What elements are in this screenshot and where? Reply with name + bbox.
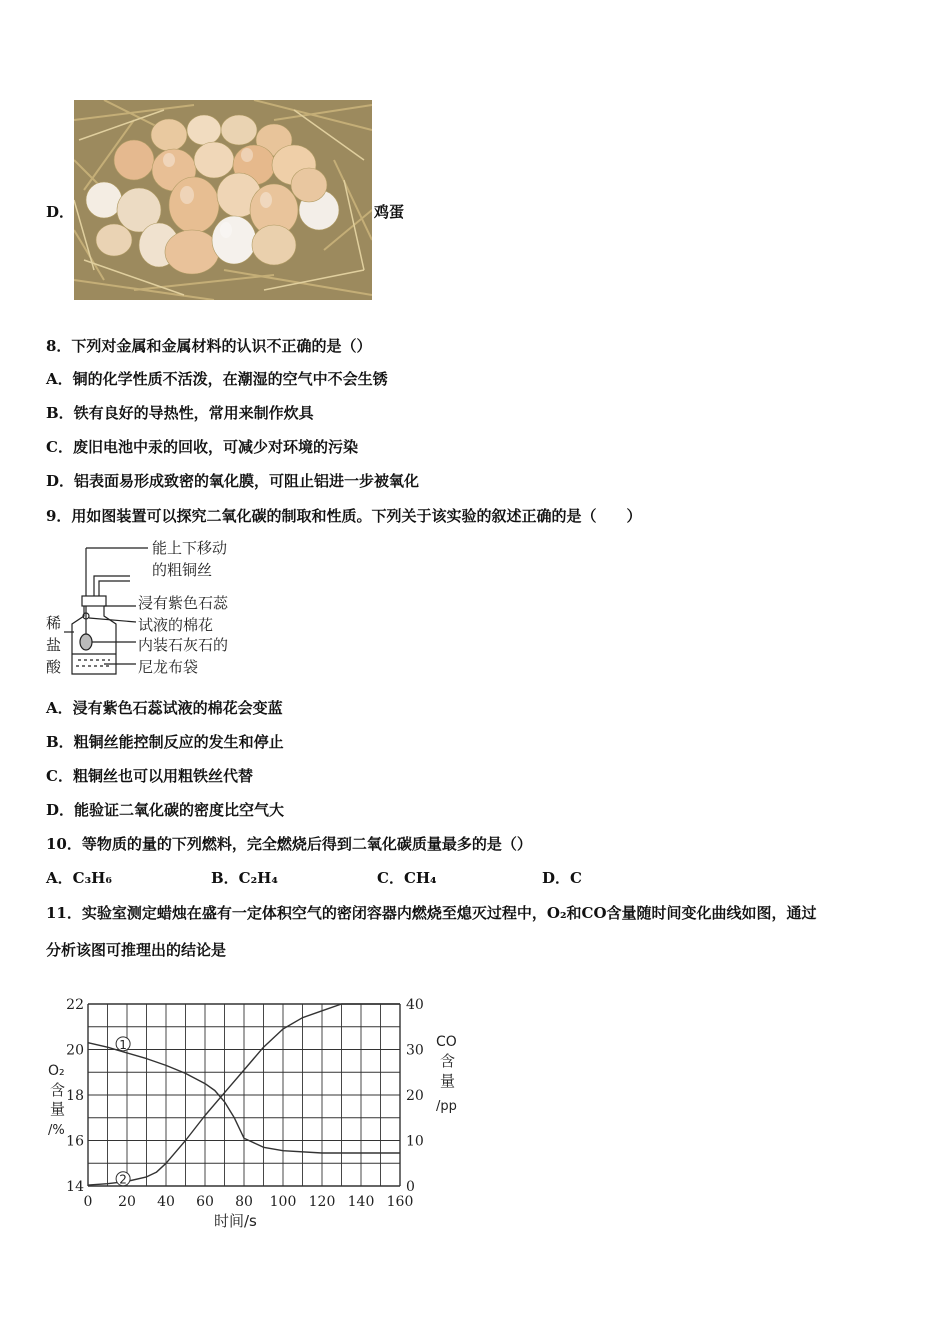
eggs-in-nest-image <box>74 100 372 300</box>
x-tick-label: 100 <box>269 1194 297 1210</box>
x-tick-label: 20 <box>118 1194 136 1210</box>
q8-option-d: D．铝表面易形成致密的氧化膜，可阻止铝进一步被氧化 <box>46 472 420 490</box>
label-acid-3: 酸 <box>46 658 62 676</box>
chart-grid <box>88 1004 400 1186</box>
series-label-1: 1 <box>119 1037 127 1052</box>
y-right-tick-label: 10 <box>406 1133 424 1150</box>
label-wire-2: 的粗铜丝 <box>152 561 213 579</box>
y-left-tick-label: 14 <box>66 1179 84 1195</box>
q9-option-d: D．能验证二氧化碳的密度比空气大 <box>46 801 285 819</box>
o2-co-line-chart <box>44 980 474 1240</box>
q7-option-d-label: D． <box>46 203 75 221</box>
label-acid-2: 盐 <box>46 636 62 654</box>
q10-options <box>46 868 906 888</box>
q10-stem: 10．等物质的量的下列燃料，完全燃烧后得到二氧化碳质量最多的是（） <box>46 835 532 853</box>
y-right-tick-label: 20 <box>406 1088 424 1104</box>
y-left-tick-label: 18 <box>66 1088 84 1104</box>
right-axis-label-liang: 量 <box>440 1072 456 1090</box>
right-axis-label-han: 含 <box>440 1052 456 1070</box>
label-acid-1: 稀 <box>46 614 62 632</box>
left-axis-label-liang: 量 <box>50 1100 66 1118</box>
q9-stem: 9．用如图装置可以探究二氧化碳的制取和性质。下列关于该实验的叙述正确的是（ ） <box>46 507 642 525</box>
left-axis-label-han: 含 <box>50 1081 66 1099</box>
x-tick-label: 60 <box>196 1194 214 1210</box>
label-bag-2: 尼龙布袋 <box>138 658 199 676</box>
x-tick-label: 40 <box>157 1194 175 1210</box>
x-tick-label: 160 <box>386 1194 414 1210</box>
right-axis-label-co: CO <box>436 1034 457 1050</box>
q10-option-c: C．CH₄ <box>377 869 437 887</box>
series-label-2: 2 <box>119 1172 127 1187</box>
q7-option-d-text: 鸡蛋 <box>374 203 405 221</box>
left-axis-label-unit: /% <box>48 1123 65 1138</box>
y-left-tick-label: 22 <box>66 997 84 1013</box>
x-tick-label: 0 <box>83 1194 93 1210</box>
y-left-tick-label: 16 <box>66 1133 84 1150</box>
right-axis-label-unit: /pp <box>436 1099 457 1114</box>
label-cotton-2: 试液的棉花 <box>138 616 214 634</box>
q8-stem: 8．下列对金属和金属材料的认识不正确的是（） <box>46 337 372 355</box>
y-right-tick-label: 40 <box>406 997 424 1013</box>
q8-option-b: B．铁有良好的导热性，常用来制作炊具 <box>46 404 314 422</box>
q10-option-a: A．C₃H₆ <box>46 869 112 887</box>
x-axis-label: 时间/s <box>214 1212 257 1230</box>
q10-option-b: B．C₂H₄ <box>211 869 278 887</box>
x-tick-label: 80 <box>235 1194 253 1210</box>
q8-option-a: A．铜的化学性质不活泼，在潮湿的空气中不会生锈 <box>46 370 388 388</box>
left-axis-label-o2: O₂ <box>48 1063 65 1079</box>
y-left-tick-label: 20 <box>66 1042 84 1059</box>
label-cotton-1: 浸有紫色石蕊 <box>138 594 229 612</box>
q11-stem-line-1: 11．实验室测定蜡烛在盛有一定体积空气的密闭容器内燃烧至熄灭过程中，O₂和CO含量随时间变化曲线如图，通过 <box>46 904 817 922</box>
y-right-tick-label: 0 <box>406 1179 415 1195</box>
q9-option-a: A．浸有紫色石蕊试液的棉花会变蓝 <box>46 699 283 717</box>
x-tick-label: 120 <box>308 1194 336 1210</box>
co2-apparatus-diagram <box>44 536 254 682</box>
q8-option-c: C．废旧电池中汞的回收，可减少对环境的污染 <box>46 438 358 456</box>
q9-option-b: B．粗铜丝能控制反应的发生和停止 <box>46 733 284 751</box>
label-wire-1: 能上下移动 <box>152 539 228 557</box>
q9-option-c: C．粗铜丝也可以用粗铁丝代替 <box>46 767 253 785</box>
q10-option-d: D．C <box>542 869 582 887</box>
label-bag-1: 内装石灰石的 <box>138 636 229 654</box>
x-tick-label: 140 <box>347 1194 375 1210</box>
q11-stem-line-2: 分析该图可推理出的结论是 <box>46 941 227 959</box>
y-right-tick-label: 30 <box>406 1042 424 1059</box>
